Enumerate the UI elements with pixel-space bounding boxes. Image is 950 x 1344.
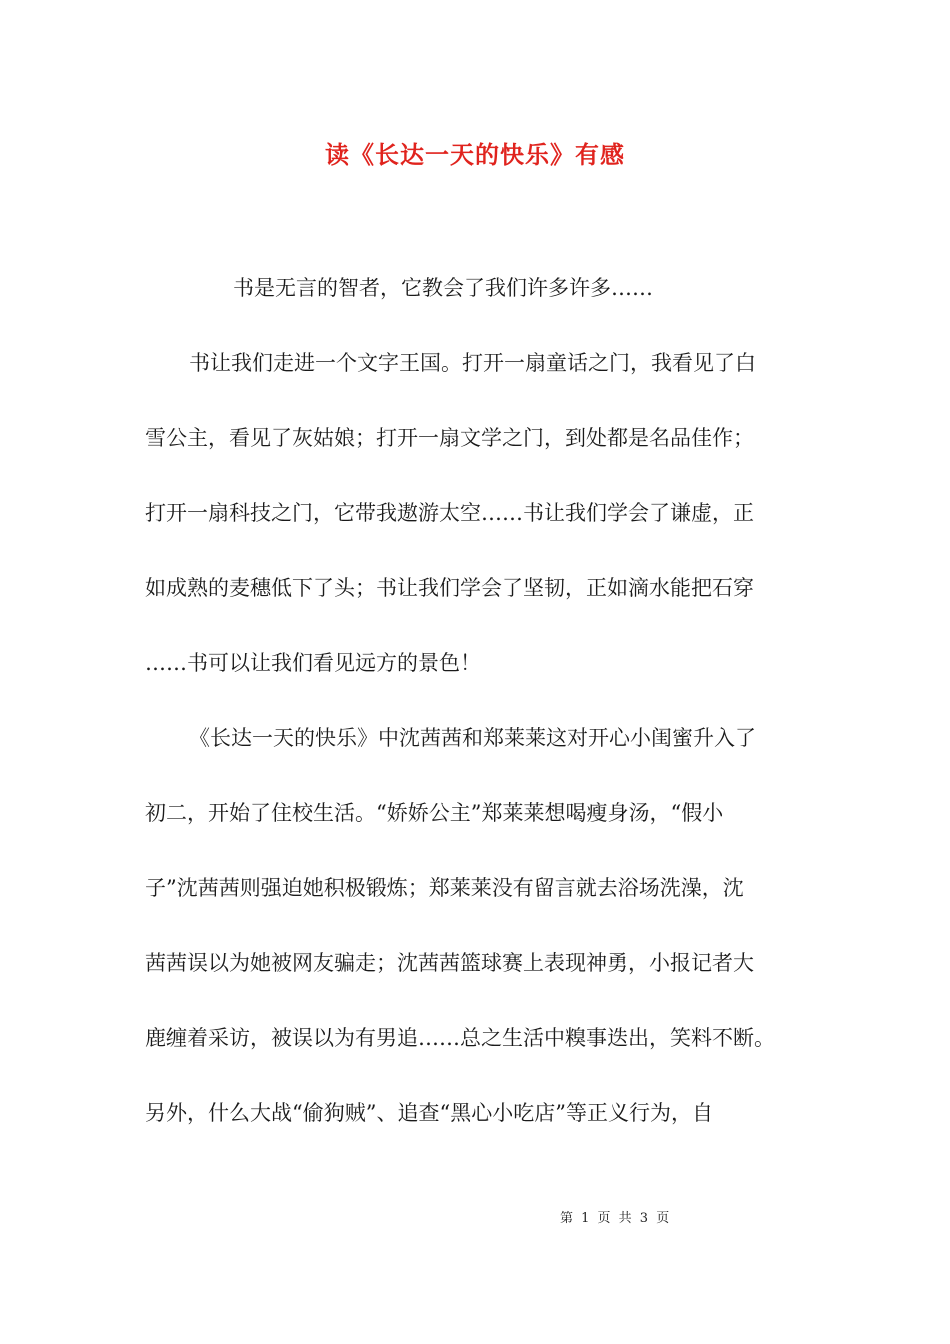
document-title: 读《长达一天的快乐》有感 [325, 140, 625, 169]
paragraph-line: 另外，什么大战“偷狗贼”、追查“黑心小吃店”等正义行为，自 [145, 1101, 713, 1125]
paragraph-line: 书是无言的智者，它教会了我们许多许多…… [233, 276, 653, 300]
paragraph-line: 子”沈茜茜则强迫她积极锻炼；郑莱莱没有留言就去浴场洗澡，沈 [145, 876, 744, 900]
paragraph-line: 茜茜误以为她被网友骗走；沈茜茜篮球赛上表现神勇，小报记者大 [145, 951, 754, 975]
paragraph-line: 书让我们走进一个文字王国。打开一扇童话之门，我看见了白 [189, 351, 756, 375]
page-number-footer: 第 1 页 共 3 页 [560, 1211, 672, 1226]
paragraph-line: 鹿缠着采访，被误以为有男追……总之生活中糗事迭出，笑料不断。 [145, 1026, 775, 1050]
document-body [145, 268, 810, 1168]
paragraph-line: ……书可以让我们看见远方的景色！ [145, 651, 481, 675]
paragraph-line: 如成熟的麦穗低下了头；书让我们学会了坚韧，正如滴水能把石穿 [145, 576, 754, 600]
paragraph-line: 雪公主，看见了灰姑娘；打开一扇文学之门，到处都是名品佳作； [145, 426, 754, 450]
paragraph-line: 《长达一天的快乐》中沈茜茜和郑莱莱这对开心小闺蜜升入了 [189, 726, 756, 750]
paragraph-line: 打开一扇科技之门，它带我遨游太空……书让我们学会了谦虚，正 [145, 501, 754, 525]
paragraph-line: 初二，开始了住校生活。“娇娇公主”郑莱莱想喝瘦身汤，“假小 [145, 801, 724, 825]
